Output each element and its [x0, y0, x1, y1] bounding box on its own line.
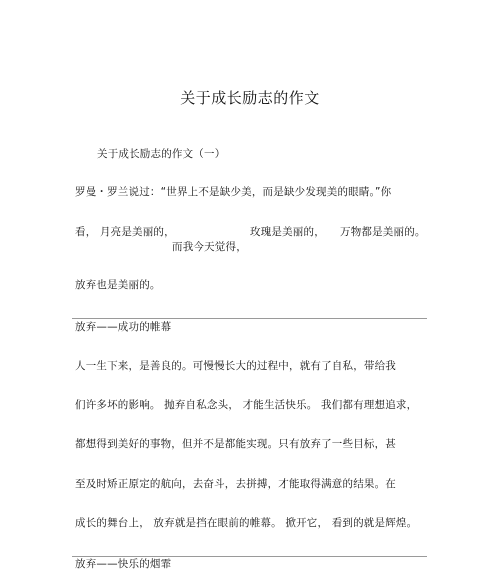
paragraph-line-quote: 罗曼・罗兰说过：“世界上不是缺少美，而是缺少发现美的眼睛。”你: [75, 186, 392, 198]
document-subtitle: 关于成长励志的作文（一）: [97, 148, 226, 160]
paragraph-line-today: 而我今天觉得，: [172, 241, 247, 253]
section-heading-happiness: 放弃——快乐的烟霏: [75, 558, 172, 570]
body-line-2: 们许多坏的影响。 抛弃自私念头， 才能生活快乐。 我们都有理想追求，: [75, 399, 418, 411]
paragraph-line-giving-up: 放弃也是美丽的。: [75, 279, 161, 291]
paragraph-line-moon: 看， 月亮是美丽的，: [75, 226, 175, 238]
section-divider: [72, 318, 427, 319]
paragraph-line-everything: 万物都是美丽的。: [340, 226, 426, 238]
body-line-1: 人一生下来，是善良的。可慢慢长大的过程中，就有了自私，带给我: [75, 360, 396, 372]
section-heading-curtain: 放弃——成功的帷幕: [75, 321, 172, 333]
body-line-3: 都想得到美好的事物，但并不是都能实现。只有放弃了一些目标，甚: [75, 438, 396, 450]
body-line-4: 至及时矫正原定的航向，去奋斗，去拼搏，才能取得满意的结果。在: [75, 478, 396, 490]
document-title: 关于成长励志的作文: [180, 89, 320, 107]
paragraph-line-rose: 玫瑰是美丽的，: [250, 226, 325, 238]
body-line-5: 成长的舞台上， 放弃就是挡在眼前的帷幕。 掀开它， 看到的就是辉煌。: [75, 517, 418, 529]
